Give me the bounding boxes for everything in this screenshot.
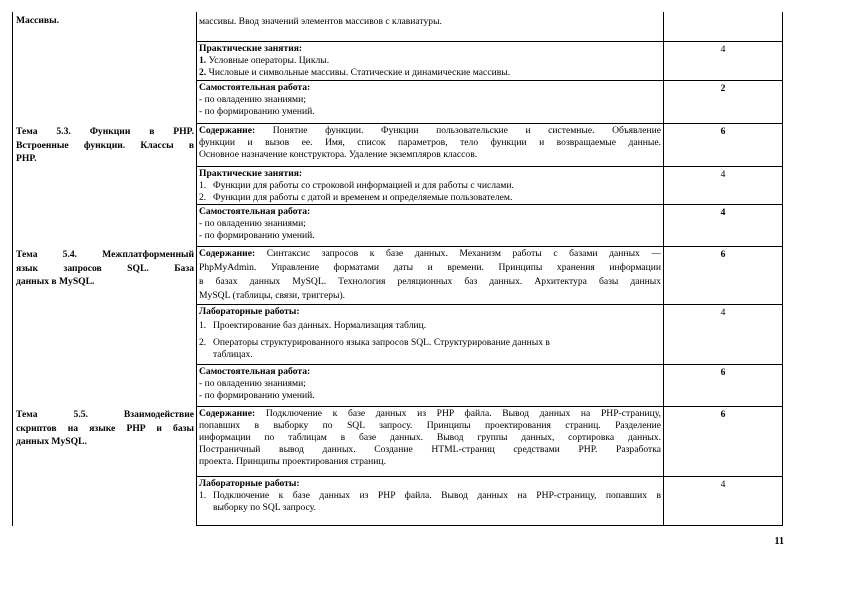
self-work-line: - по формированию умений. — [199, 106, 315, 117]
row-divider — [196, 41, 783, 42]
content-5-5-line: попавших в выборку по SQL запросу. Принципы проектирования страниц. Разделение — [199, 420, 661, 431]
content-5-5-line: Постраничный вывод данных. Создание HTML-страниц средствами PHP. Разработка — [199, 444, 661, 455]
practice-item: 1. Функции для работы со строковой информацией и для работы с числами. — [199, 180, 514, 191]
topic-5-4: Тема 5.4. Межплатформенный язык запросов SQL. База данных в MySQL. — [16, 249, 194, 288]
self-work-heading: Самостоятельная работа: — [199, 366, 311, 377]
page-number: 11 — [774, 536, 784, 547]
hours-cell: 2 — [720, 83, 726, 94]
hours-cell: 6 — [720, 126, 726, 137]
content-5-4-line: Содержание: Синтаксис запросов к базе данных. Механизм работы с базами данных — — [199, 248, 662, 259]
self-work-line: - по овладению знаниями; — [199, 94, 306, 105]
topic-5-3: Тема 5.3. Функции в PHP. Встроенные функции. Классы в PHP. — [16, 126, 194, 165]
column-divider-topic — [196, 12, 197, 526]
lab-item-continued: таблицах. — [213, 349, 253, 360]
lab-item: 1. Подключение к базе данных из PHP файла. Вывод данных на PHP-страницу, попавших в — [199, 490, 661, 501]
self-work-line: - по формированию умений. — [199, 230, 315, 241]
practice-heading: Практические занятия: — [199, 43, 303, 54]
hours-cell: 6 — [720, 249, 726, 260]
content-5-5-line: Содержание: Подключение к базе данных из PHP файла. Вывод данных на PHP-страницу, — [199, 408, 661, 419]
lab-heading: Лабораторные работы: — [199, 306, 300, 317]
lab-item: 2. Операторы структурированного языка запросов SQL. Структурирование данных в — [199, 337, 550, 348]
table-left-border — [12, 12, 13, 526]
table-right-border — [782, 12, 783, 526]
practice-item: 2. Функции для работы с датой и временем и определяемые пользователем. — [199, 192, 513, 203]
content-5-4-line: PhpMyAdmin. Управление форматами даты и времени. Принципы хранения информации — [199, 262, 661, 273]
lab-heading: Лабораторные работы: — [199, 478, 300, 489]
content-5-5-line: проекта. Принципы проектирования страниц. — [199, 456, 386, 467]
content-5-3-line: Содержание: Понятие функции. Функции пользовательские и системные. Объявление — [199, 125, 661, 136]
hours-cell: 4 — [720, 169, 726, 180]
lab-item-continued: выборку по SQL запросу. — [213, 502, 316, 513]
hours-cell: 6 — [720, 367, 726, 378]
row-divider — [196, 204, 783, 205]
content-5-3-line: Основное назначение конструктора. Удаление экземпляров классов. — [199, 149, 478, 160]
hours-cell: 4 — [720, 207, 726, 218]
topic-5-5: Тема 5.5. Взаимодействие скриптов на языке PHP и базы данных MySQL. — [16, 409, 194, 448]
row-divider — [196, 246, 783, 247]
row-divider — [196, 476, 783, 477]
content-5-5-line: информации по таблицам в базе данных. Вывод группы данных, сортировка данных. — [199, 432, 661, 443]
hours-cell: 6 — [720, 409, 726, 420]
row-divider — [196, 166, 783, 167]
practice-heading: Практические занятия: — [199, 168, 303, 179]
self-work-line: - по формированию умений. — [199, 390, 315, 401]
hours-cell: 4 — [720, 44, 726, 55]
lab-item: 1. Проектирование баз данных. Нормализация таблиц. — [199, 320, 427, 331]
hours-cell: 4 — [720, 307, 726, 318]
self-work-line: - по овладению знаниями; — [199, 218, 306, 229]
row-divider — [196, 304, 783, 305]
row-divider — [196, 364, 783, 365]
content-5-4-line: MySQL (таблицы, связи, триггеры). — [199, 290, 346, 301]
row-divider — [196, 406, 783, 407]
row-divider — [196, 123, 783, 124]
row-divider — [196, 525, 783, 526]
content-5-3-line: функции и вызов ее. Имя, список параметров, тело функции и возвращаемые данные. — [199, 137, 661, 148]
topic-massivy: Массивы. — [16, 15, 59, 26]
content-5-4-line: в базах данных MySQL. Технология реляционных баз данных. Архитектура базы данных — [199, 276, 661, 287]
content-massivy: массивы. Ввод значений элементов массивов с клавиатуры. — [199, 16, 442, 27]
hours-cell: 4 — [720, 479, 726, 490]
practice-item: 1. Условные операторы. Циклы. — [199, 55, 330, 66]
practice-item: 2. Числовые и символьные массивы. Статические и динамические массивы. — [199, 67, 511, 78]
row-divider — [196, 80, 783, 81]
self-work-heading: Самостоятельная работа: — [199, 82, 311, 93]
self-work-heading: Самостоятельная работа: — [199, 206, 311, 217]
self-work-line: - по овладению знаниями; — [199, 378, 306, 389]
